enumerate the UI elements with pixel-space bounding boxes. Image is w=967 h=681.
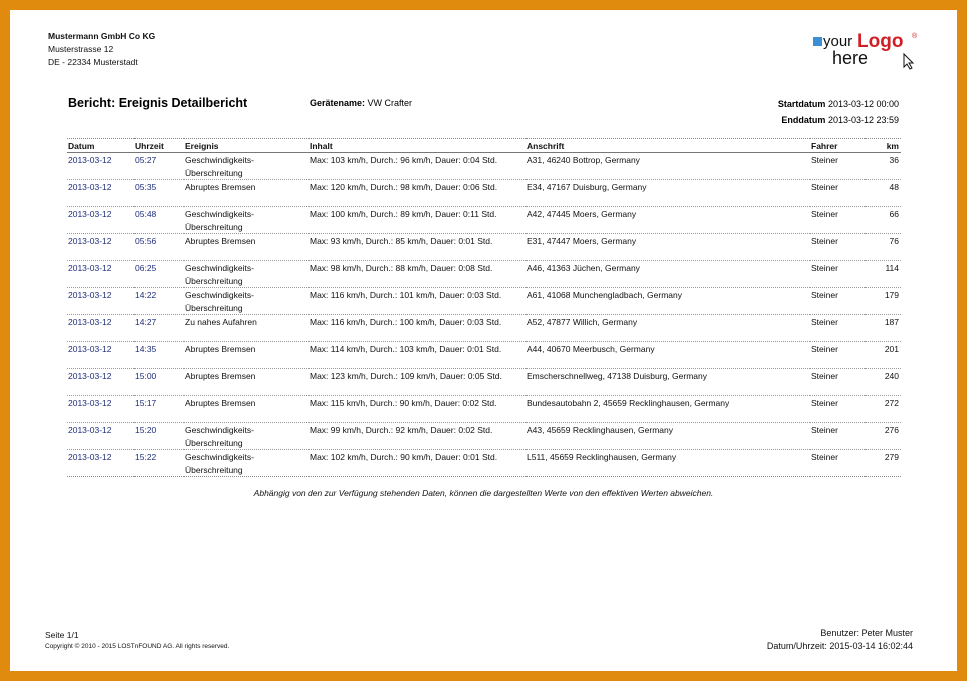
logo-graphic [812, 26, 927, 70]
datetime-line [767, 640, 913, 653]
company-city: DE - 22334 Musterstadt [48, 57, 138, 67]
datetime-label: Datum/Uhrzeit: [766, 641, 827, 651]
footer-left [45, 630, 229, 650]
cell-time: 15:22 [134, 450, 184, 477]
cell-driver: Steiner [810, 369, 865, 396]
cell-driver: Steiner [810, 288, 865, 315]
table-row [67, 423, 901, 450]
end-date-value: 2013-03-12 23:59 [827, 115, 899, 125]
cell-date: 2013-03-12 [67, 180, 134, 207]
cell-driver: Steiner [810, 450, 865, 477]
cell-km: 201 [865, 342, 901, 369]
cell-address: A42, 47445 Moers, Germany [526, 207, 810, 234]
end-date-label: Enddatum [781, 115, 826, 125]
cell-event: Abruptes Bremsen [184, 234, 309, 261]
cell-event: Abruptes Bremsen [184, 180, 309, 207]
company-street: Musterstrasse 12 [48, 44, 114, 54]
cell-address: A43, 45659 Recklinghausen, Germany [526, 423, 810, 450]
user-line [767, 627, 913, 640]
cell-driver: Steiner [810, 234, 865, 261]
header-time: Uhrzeit [134, 139, 184, 153]
table-row [67, 180, 901, 207]
cell-time: 05:27 [134, 153, 184, 180]
user-value: Peter Muster [861, 628, 913, 638]
cell-event: Geschwindigkeits-Überschreitung [184, 207, 309, 234]
cell-date: 2013-03-12 [67, 234, 134, 261]
cell-event: Geschwindigkeits-Überschreitung [184, 153, 309, 180]
cell-time: 14:22 [134, 288, 184, 315]
cell-km: 114 [865, 261, 901, 288]
table-row [67, 342, 901, 369]
cell-driver: Steiner [810, 153, 865, 180]
cell-date: 2013-03-12 [67, 261, 134, 288]
cell-driver: Steiner [810, 423, 865, 450]
cell-content: Max: 100 km/h, Durch.: 89 km/h, Dauer: 0:11 Std. [309, 207, 526, 234]
header-km: km [865, 139, 901, 153]
table-row [67, 396, 901, 423]
cell-content: Max: 120 km/h, Durch.: 98 km/h, Dauer: 0:06 Std. [309, 180, 526, 207]
cell-address: A46, 41363 Jüchen, Germany [526, 261, 810, 288]
device-value: VW Crafter [367, 98, 413, 108]
cell-address: L511, 45659 Recklinghausen, Germany [526, 450, 810, 477]
logo-logo: Logo [857, 31, 904, 52]
datetime-value: 2015-03-14 16:02:44 [829, 641, 913, 651]
start-date-label: Startdatum [777, 99, 826, 109]
table-header-row [67, 139, 901, 153]
cell-event: Geschwindigkeits-Überschreitung [184, 423, 309, 450]
cell-date: 2013-03-12 [67, 423, 134, 450]
header-event: Ereignis [184, 139, 309, 153]
cell-address: Emscherschnellweg, 47138 Duisburg, Germany [526, 369, 810, 396]
events-table [67, 138, 901, 477]
cell-driver: Steiner [810, 315, 865, 342]
cell-km: 276 [865, 423, 901, 450]
cell-km: 279 [865, 450, 901, 477]
end-date [778, 112, 899, 128]
cell-date: 2013-03-12 [67, 153, 134, 180]
cell-km: 240 [865, 369, 901, 396]
cell-address: Bundesautobahn 2, 45659 Recklinghausen, Germany [526, 396, 810, 423]
cell-content: Max: 123 km/h, Durch.: 109 km/h, Dauer: 0:05 Std. [309, 369, 526, 396]
logo-here: here [832, 48, 869, 68]
header-date: Datum [67, 139, 134, 153]
logo-square-icon [813, 37, 822, 46]
cell-km: 76 [865, 234, 901, 261]
cell-content: Max: 103 km/h, Durch.: 96 km/h, Dauer: 0:04 Std. [309, 153, 526, 180]
cell-date: 2013-03-12 [67, 369, 134, 396]
cell-date: 2013-03-12 [67, 315, 134, 342]
report-page [10, 10, 957, 671]
cell-time: 15:20 [134, 423, 184, 450]
start-date [778, 96, 899, 112]
cell-content: Max: 98 km/h, Durch.: 88 km/h, Dauer: 0:08 Std. [309, 261, 526, 288]
header-address: Anschrift [526, 139, 810, 153]
cell-address: E31, 47447 Moers, Germany [526, 234, 810, 261]
header-driver: Fahrer [810, 139, 865, 153]
cell-date: 2013-03-12 [67, 396, 134, 423]
cell-address: E34, 47167 Duisburg, Germany [526, 180, 810, 207]
cell-time: 05:56 [134, 234, 184, 261]
logo-registered-mark: ® [912, 33, 918, 40]
start-date-value: 2013-03-12 00:00 [827, 99, 899, 109]
cell-address: A61, 41068 Munchengladbach, Germany [526, 288, 810, 315]
cell-address: A44, 40670 Meerbusch, Germany [526, 342, 810, 369]
cell-event: Geschwindigkeits-Überschreitung [184, 450, 309, 477]
cell-date: 2013-03-12 [67, 342, 134, 369]
cell-driver: Steiner [810, 396, 865, 423]
cell-km: 179 [865, 288, 901, 315]
cell-time: 14:27 [134, 315, 184, 342]
cell-event: Zu nahes Aufahren [184, 315, 309, 342]
cell-content: Max: 99 km/h, Durch.: 92 km/h, Dauer: 0:02 Std. [309, 423, 526, 450]
cell-km: 66 [865, 207, 901, 234]
cell-time: 15:00 [134, 369, 184, 396]
cell-km: 187 [865, 315, 901, 342]
cell-km: 48 [865, 180, 901, 207]
cell-km: 36 [865, 153, 901, 180]
table-row [67, 369, 901, 396]
cell-time: 15:17 [134, 396, 184, 423]
header-content: Inhalt [309, 139, 526, 153]
cell-content: Max: 115 km/h, Durch.: 90 km/h, Dauer: 0:02 Std. [309, 396, 526, 423]
page-number: Seite 1/1 [45, 630, 79, 640]
cell-date: 2013-03-12 [67, 207, 134, 234]
device-name [310, 98, 412, 108]
cell-content: Max: 114 km/h, Durch.: 103 km/h, Dauer: 0:01 Std. [309, 342, 526, 369]
logo-your: your [823, 33, 853, 50]
cell-time: 06:25 [134, 261, 184, 288]
cell-km: 272 [865, 396, 901, 423]
cell-content: Max: 116 km/h, Durch.: 100 km/h, Dauer: 0:03 Std. [309, 315, 526, 342]
footer-right [767, 627, 913, 653]
table-row [67, 234, 901, 261]
cell-address: A52, 47877 Willich, Germany [526, 315, 810, 342]
cell-date: 2013-03-12 [67, 450, 134, 477]
device-label: Gerätename: [310, 98, 366, 108]
cell-driver: Steiner [810, 180, 865, 207]
company-address [48, 30, 155, 69]
table-body [67, 153, 901, 477]
user-label: Benutzer: [820, 628, 859, 638]
table-row [67, 261, 901, 288]
table-row [67, 315, 901, 342]
table-row [67, 207, 901, 234]
cell-driver: Steiner [810, 207, 865, 234]
cell-address: A31, 46240 Bottrop, Germany [526, 153, 810, 180]
copyright: Copyright © 2010 - 2015 LOSTnFOUND AG. All rights reserved. [45, 643, 230, 650]
date-range [778, 96, 899, 128]
company-name: Mustermann GmbH Co KG [48, 31, 156, 41]
cell-content: Max: 102 km/h, Durch.: 90 km/h, Dauer: 0:01 Std. [309, 450, 526, 477]
table-row [67, 288, 901, 315]
cell-time: 14:35 [134, 342, 184, 369]
cell-time: 05:48 [134, 207, 184, 234]
cell-content: Max: 93 km/h, Durch.: 85 km/h, Dauer: 0:01 Std. [309, 234, 526, 261]
cell-event: Geschwindigkeits-Überschreitung [184, 261, 309, 288]
cell-time: 05:35 [134, 180, 184, 207]
cell-driver: Steiner [810, 342, 865, 369]
report-title: Bericht: Ereignis Detailbericht [68, 96, 248, 110]
cursor-icon [904, 54, 913, 69]
cell-event: Abruptes Bremsen [184, 342, 309, 369]
company-logo [812, 26, 927, 70]
cell-date: 2013-03-12 [67, 288, 134, 315]
disclaimer: Abhängig von den zur Verfügung stehenden Daten, können die dargestellten Werte von den effektiven Werten abweichen. [253, 488, 714, 498]
cell-event: Geschwindigkeits-Überschreitung [184, 288, 309, 315]
cell-event: Abruptes Bremsen [184, 396, 309, 423]
table-row [67, 153, 901, 180]
table-row [67, 450, 901, 477]
cell-event: Abruptes Bremsen [184, 369, 309, 396]
cell-driver: Steiner [810, 261, 865, 288]
cell-content: Max: 116 km/h, Durch.: 101 km/h, Dauer: 0:03 Std. [309, 288, 526, 315]
